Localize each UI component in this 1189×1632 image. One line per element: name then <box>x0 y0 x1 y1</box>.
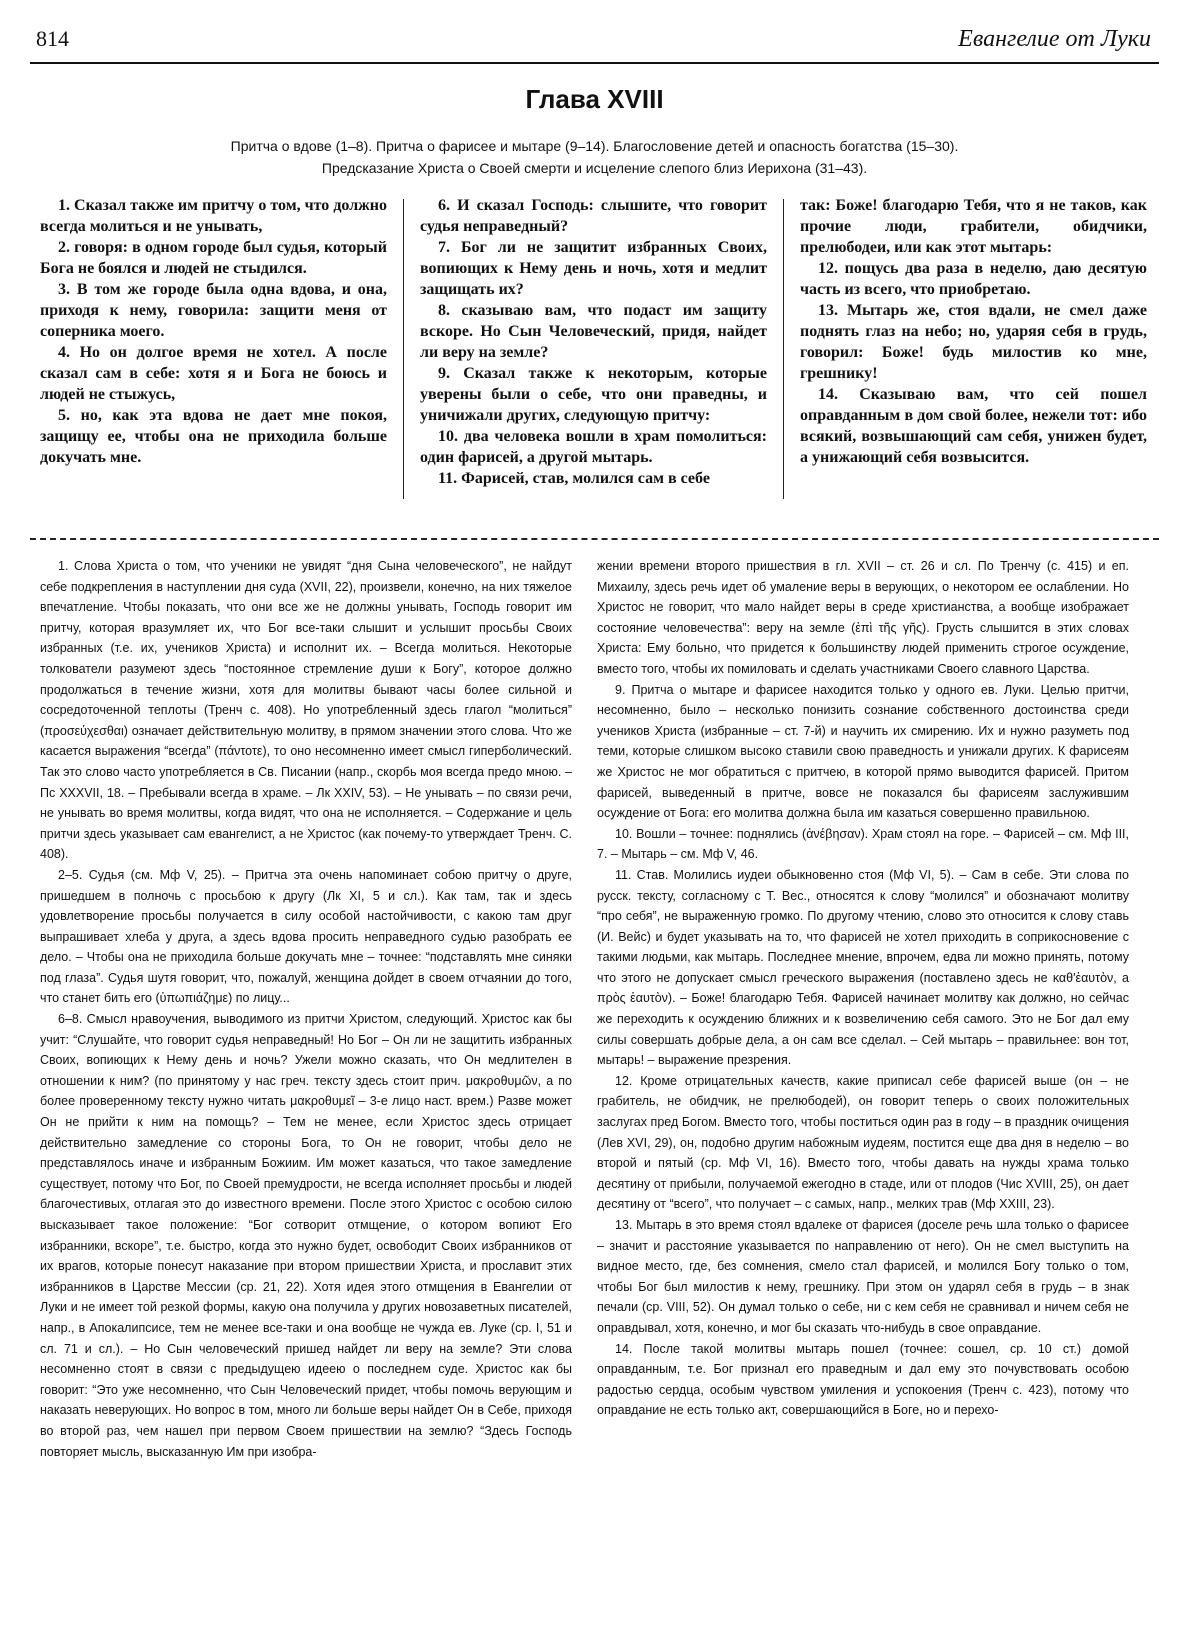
page-number: 814 <box>36 26 69 51</box>
column-divider <box>783 199 784 499</box>
commentary-paragraph: 10. Вошли – точнее: поднялись (ἀνέβησαν). Храм стоял на горе. – Фарисей – см. Мф III, 7. – Мытарь – см. Мф V, 46. <box>597 826 1129 862</box>
chapter-summary <box>60 135 1129 179</box>
commentary-paragraph: 12. Кроме отрицательных качеств, какие приписал себе фарисей выше (он – не грабитель, не обидчик, не прелюбодей), он говорит теперь о своих положительных заслугах пред Богом. Вместо того, чтобы поститься один раз в году – в праздник очищения (Лев XVI, 29), он, подобно другим набожным иудеям, постится еще два дня в неделю – во второй и пятый (ср. Мф VI, 16). Вместо того, чтобы давать на нужды храма только десятину от прибыли, получаемой ежегодно в стаде, или от плодов (Чис XVIII, 25), он дает десятину от “всего”, что получает – с самых, напр., мелких трав (Мф XXIII, 23). <box>597 1073 1129 1212</box>
verse-continuation: так: Боже! благодарю Тебя, что я не таков, как прочие люди, грабители, обидчики, прелюбодеи, или как этот мытарь: <box>800 197 1147 256</box>
running-title: Евангелие от Луки <box>958 26 1151 52</box>
verse: 5. но, как эта вдова не дает мне покоя, защищу ее, чтобы она не приходила больше докучать мне. <box>40 407 387 466</box>
verse-column-1 <box>40 195 387 468</box>
summary-line: Предсказание Христа о Своей смерти и исцеление слепого близ Иерихона (31–43). <box>321 160 868 176</box>
page-header <box>30 22 1159 64</box>
commentary-column-right <box>597 556 1129 1421</box>
commentary-paragraph: 14. После такой молитвы мытарь пошел (точнее: сошел, ср. 10 ст.) домой оправданным, т.е. Бог признал его праведным и дал ему это почувствовать особою радостью сердца, особым чувством умиления и успокоения (Тренч с. 423), потому что оправдание не есть только акт, совершающийся в Боге, но и перехо- <box>597 1341 1129 1418</box>
commentary-paragraph: 2–5. Судья (см. Мф V, 25). – Притча эта очень напоминает собою притчу о друге, пришедшем в полночь с просьбою к другу (Лк XI, 5 и сл.). Как там, так и здесь удовлетворение просьбы получается в силу особой настойчивости, с какою там друг выпрашивает хлеба у друга, а здесь вдова просить неправедного судью разобрать ее дело. – Чтобы она не приходила больше докучать мне – точнее: “подставлять мне синяки под глаза”. Судья шутя говорит, что, пожалуй, женщина дойдет в своем отчаянии до того, что станет бить его (ὑπωπιάζημε) по лицу... <box>40 867 572 1006</box>
commentary-paragraph: 9. Притча о мытаре и фарисее находится только у одного ев. Луки. Целью притчи, несомненно, было – несколько понизить сознание собственного достоинства среди учеников Христа (избранные – ст. 7-й) и научить их смирению. Их и нужно разуметь под теми, которые слишком высоко ставили свою праведность и унижали других. К фарисеям же Христос не мог обратиться с притчею, в которой прямо выводится фарисей. Притом фарисей, выведенный в притче, вовсе не показался бы фарисеям заслужившим осуждение от Бога: его молитва должна была им казаться совершенно правильною. <box>597 682 1129 821</box>
commentary-continuation: жении времени второго пришествия в гл. XVII – ст. 26 и сл. По Тренчу (с. 415) и еп. Михаилу, здесь речь идет об умаление веры в верующих, о некотором ее ослаблении. Но Христос не говорит, что мало найдет веры в среде христианства, а вообще изображает состояние человечества”: веру на земле (ἐπὶ τῆς γῆς). Грусть слышится в этих словах Христа: Ему больно, что придется к большинству людей применить строгое осуждение, вместо того, чтобы их помиловать и сделать участниками Своего славного Царства. <box>597 559 1129 676</box>
verse: 6. И сказал Господь: слышите, что говорит судья неправедный? <box>420 197 767 235</box>
verse: 7. Бог ли не защитит избранных Своих, вопиющих к Нему день и ночь, хотя и медлит защищать их? <box>420 239 767 298</box>
verse: 13. Мытарь же, стоя вдали, не смел даже поднять глаз на небо; но, ударяя себя в грудь, говорил: Боже! будь милостив ко мне, грешнику! <box>800 302 1147 382</box>
verse: 8. сказываю вам, что подаст им защиту вскоре. Но Сын Человеческий, придя, найдет ли веру на земле? <box>420 302 767 361</box>
verse: 12. пощусь два раза в неделю, даю десятую часть из всего, что приобретаю. <box>800 260 1147 298</box>
verse: 1. Сказал также им притчу о том, что должно всегда молиться и не унывать, <box>40 197 387 235</box>
column-divider <box>403 199 404 499</box>
commentary-paragraph: 1. Слова Христа о том, что ученики не увидят “дня Сына человеческого”, не найдут себе подкрепления в наступлении дня суда (XVII, 22), произвели, конечно, на них тяжелое впечатление. Чтобы показать, что они все же не должны унывать, Господь говорит им притчу, которая вразумляет их, что Бог все-таки слышит и услышит просьбы Своих избранных (т.е. их, учеников Христа) и исполнит их. – Всегда молиться. Некоторые толкователи разумеют здесь “постоянное стремление души к Богу”, которое должно продолжаться в течение жизни, хотя для молитвы бывают часы более сильной и сосредоточенной теплоты (Тренч с. 408). Но употребленный здесь глагол “молиться” (προσεύχεσθαι) означает действительную молитву, в прямом значении этого слова. Что же касается выражения “всегда” (πάντοτε), то оно несомненно имеет смысл гиперболический. Так это слово часто употребляется в Св. Писании (напр., скорбь моя всегда предо мною. – Пс XXXVII, 18. – Пребывали всегда в храме. – Лк XXIV, 53). – Не унывать – по связи речи, не унывать во время молитвы, когда видят, что она не исполняется. – Содержание и цель притчи здесь указывает сам евангелист, а не Христос (как почему-то утверждает Тренч. С. 408). <box>40 559 572 862</box>
verse: 4. Но он долгое время не хотел. А после сказал сам в себе: хотя я и Бога не боюсь и людей не стыжусь, <box>40 344 387 403</box>
commentary-paragraph: 11. Став. Молились иудеи обыкновенно стоя (Мф VI, 5). – Сам в себе. Эти слова по русск. тексту, согласному с Т. Вес., относятся к слову “молился” и обозначают молитву “про себя”, не выраженную громко. По другому чтению, слово это относится к слову ставь (И. Вейс) и будет указывать на то, что фарисей не хотел приходить в соприкосновение с такими людьми, как мытарь. Последнее мнение, впрочем, едва ли можно принять, потому что этого не допускает смысл греческого выражения (поставлено здесь не καθ'ἑαυτὸν, а πρὸς ἑαυτὸν). – Боже! благодарю Тебя. Фарисей начинает молитву как должно, но сейчас же переходить к осуждению ближних и к возвеличению себя самого. Это не Бог дал ему силы совершать добрые дела, а он сам все сделал. – Сей мытарь – правильнее: вон тот, мытарь! – выражение презрения. <box>597 867 1129 1068</box>
verse: 11. Фарисей, став, молился сам в себе <box>438 470 710 487</box>
section-divider <box>30 538 1159 540</box>
scripture-text <box>40 195 1149 525</box>
verse: 9. Сказал также к некоторым, которые уверены были о себе, что они праведны, и уничижали других, следующую притчу: <box>420 365 767 424</box>
chapter-title: Глава XVIII <box>525 84 664 114</box>
verse-column-3 <box>800 195 1147 468</box>
verse: 2. говоря: в одном городе был судья, который Бога не боялся и людей не стыдился. <box>40 239 387 277</box>
verse: 3. В том же городе была одна вдова, и она, приходя к нему, говорила: защити меня от соперника моего. <box>40 281 387 340</box>
commentary-column-left <box>40 556 572 1462</box>
commentary-paragraph: 6–8. Смысл нравоучения, выводимого из притчи Христом, следующий. Христос как бы учит: “Слушайте, что говорит судья неправедный! Но Бог – Он ли не защитить избранных Своих, вопиющих к Нему день и ночь? Ужели можно сказать, что Он медлителен в отношении к ним? (по принятому у нас греч. тексту здесь стоит прич. μακροθυμῶν, а по более проверенному тексту нужно читать μακροθυμεῖ – 3-е лицо наст. врем.) Разве может Он не прийти к ним на помощь? – Тем не менее, если Христос здесь отрицает действительно замедление со стороны Бога, то Он не говорит, чтобы дело не представлялось иначе и избранным Божиим. Им может казаться, что такое замедление существует, потому что Бог, по Своей премудрости, не всегда исполняет просьбы и людей благочестивых, отлагая это до известного времени. После этого Христос с особою силою высказывает такое положение: “Бог сотворит отмщение, о котором вопиют Его избранники, вскоре”, т.е. быстро, когда это нужно будет, освободит Своих избранников от их врагов, которые понесут наказание при втором пришествии Христа, и прославит этих избранников в Царстве Мессии (ср. 21, 22). Хотя идея этого отмщения в Евангелии от Луки и не имеет той резкой формы, какую она получила у других новозаветных писателей, напр., в Апокалипсисе, тем не менее все-таки и она вообще не чужда ев. Луке (ср. I, 51 и сл. 71 и сл.). – Но Сын человеческий пришед найдет ли веру на земле? Эти слова несомненно стоят в связи с предыдущею идеею о последнем суде. Христос как бы говорит: “Это уже несомненно, что Сын Человеческий придет, чтобы помочь верующим и наказать неверующих. Но вопрос в том, много ли больше веры найдет Он в Себе, приходя во второй раз, чем нашел при первом Своем пришествии на землю? “Здесь Господь повторяет мысль, высказанную Им при изобра- <box>40 1012 572 1459</box>
commentary-paragraph: 13. Мытарь в это время стоял вдалеке от фарисея (доселе речь шла только о фарисее – значит и расстояние указывается по направлению от него). Он не смел выступить на видное место, где, без сомнения, смело стал фарисей, и молился Богу только о том, чтобы Бог был милостив к нему, грешнику. При этом он ударял себя в грудь – в знак печали (ср. VIII, 52). Он думал только о себе, ни с кем себя не сравнивал и ничем себя не оправдывал, хотя, конечно, и мог бы сказать что-нибудь в свое оправдание. <box>597 1218 1129 1335</box>
verse: 14. Сказываю вам, что сей пошел оправданным в дом свой более, нежели тот: ибо всякий, возвышающий сам себя, унижен будет, а унижающий себя возвысится. <box>800 386 1147 466</box>
verse-column-2 <box>420 195 767 489</box>
summary-line: Притча о вдове (1–8). Притча о фарисее и мытаре (9–14). Благословение детей и опасность богатства (15–30). <box>230 138 959 154</box>
verse: 10. два человека вошли в храм помолиться: один фарисей, а другой мытарь. <box>420 428 767 466</box>
